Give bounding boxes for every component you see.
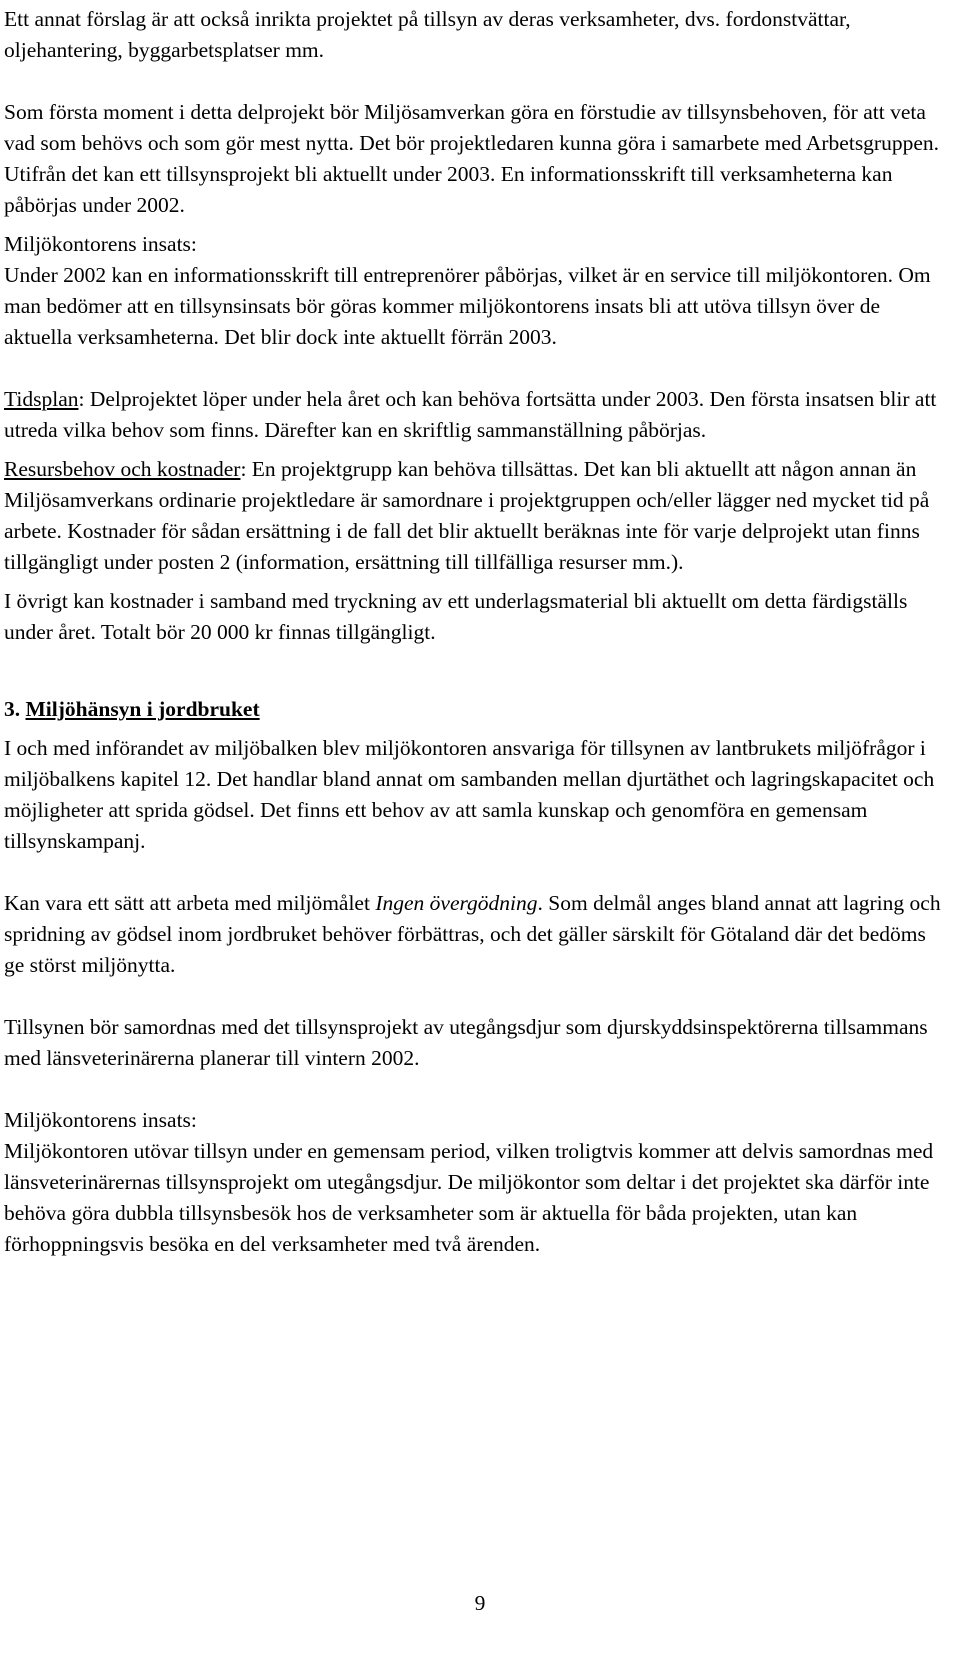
section-title: Miljöhänsyn i jordbruket — [25, 697, 260, 721]
insats-heading-1: Miljökontorens insats: — [4, 232, 197, 256]
resurs-text: : En projektgrupp kan behöva tillsättas. Det kan bli aktuellt att någon annan än Miljösamverkans ordinarie projektledare är samordnare i projektgruppen och/eller lägger ned mycket tid på arbete. Kostnader för sådan ersättning i de fall det blir aktuellt beräknas inte för varje delprojekt utan finns tillgängligt under posten 2 (information, ersättning till tillfälliga resurser mm.). — [4, 457, 930, 574]
jordbruk-2-start: Kan vara ett sätt att arbeta med miljömålet — [4, 891, 376, 915]
tidsplan-label: Tidsplan — [4, 387, 79, 411]
section-heading — [4, 694, 950, 725]
section-number: 3. — [4, 697, 26, 721]
paragraph-tidsplan — [4, 384, 950, 446]
paragraph-jordbruk-3: Tillsynen bör samordnas med det tillsynsprojekt av utegångsdjur som djurskyddsinspektörerna tillsammans med länsveterinärerna planerar till vintern 2002. — [4, 1015, 928, 1070]
paragraph-ovrigt: I övrigt kan kostnader i samband med tryckning av ett underlagsmaterial bli aktuellt om detta färdigställs under året. Totalt bör 20 000 kr finnas tillgängligt. — [4, 589, 908, 644]
jordbruk-2-end: . Som delmål anges bland annat att lagring och spridning av gödsel inom jordbruket behöver förbättras, och det gäller särskilt för Götaland där det bedöms ge störst miljönytta. — [4, 891, 941, 977]
resurs-label: Resursbehov och kostnader — [4, 457, 241, 481]
paragraph-resursbehov — [4, 454, 950, 578]
tidsplan-text: : Delprojektet löper under hela året och kan behöva fortsätta under 2003. Den första insatsen blir att utreda vilka behov som finns. Därefter kan en skriftlig sammanställning påbörjas. — [4, 387, 937, 442]
insats-heading-2: Miljökontorens insats: — [4, 1108, 197, 1132]
miljomal-name: Ingen övergödning — [375, 891, 538, 915]
page-number: 9 — [474, 1591, 486, 1615]
paragraph-jordbruk-2 — [4, 888, 950, 981]
insats-text-1: Under 2002 kan en informationsskrift till entreprenörer påbörjas, vilket är en service till miljökontoren. Om man bedömer att en tillsynsinsats bör göras kommer miljökontorens insats bli att utöva tillsyn över de aktuella verksamheterna. Det blir dock inte aktuellt förrän 2003. — [4, 263, 931, 349]
paragraph-forstudie: Som första moment i detta delprojekt bör Miljösamverkan göra en förstudie av tillsynsbehoven, för att veta vad som behövs och som gör mest nytta. Det bör projektledaren kunna göra i samarbete med Arbetsgruppen. Utifrån det kan ett tillsynsprojekt bli aktuellt under 2003. En informationsskrift till verksamheterna kan påbörjas under 2002. — [4, 100, 940, 217]
paragraph-intro: Ett annat förslag är att också inrikta projektet på tillsyn av deras verksamheter, dvs. fordonstvättar, oljehantering, byggarbetsplatser mm. — [4, 7, 851, 62]
paragraph-jordbruk-1: I och med införandet av miljöbalken blev miljökontoren ansvariga för tillsynen av lantbrukets miljöfrågor i miljöbalkens kapitel 12. Det handlar bland annat om sambanden mellan djurtäthet och lagringskapacitet och möjligheter att sprida gödsel. Det finns ett behov av att samla kunskap och genomföra en gemensam tillsynskampanj. — [4, 736, 935, 853]
insats-text-2: Miljökontoren utövar tillsyn under en gemensam period, vilken troligtvis kommer att delvis samordnas med länsveterinärernas tillsynsprojekt om utegångsdjur. De miljökontor som deltar i det projektet ska därför inte behöva göra dubbla tillsynsbesök hos de verksamheter som är aktuella för båda projekten, utan kan förhoppningsvis besöka en del verksamheter med två ärenden. — [4, 1139, 934, 1256]
document-body — [4, 4, 950, 1260]
